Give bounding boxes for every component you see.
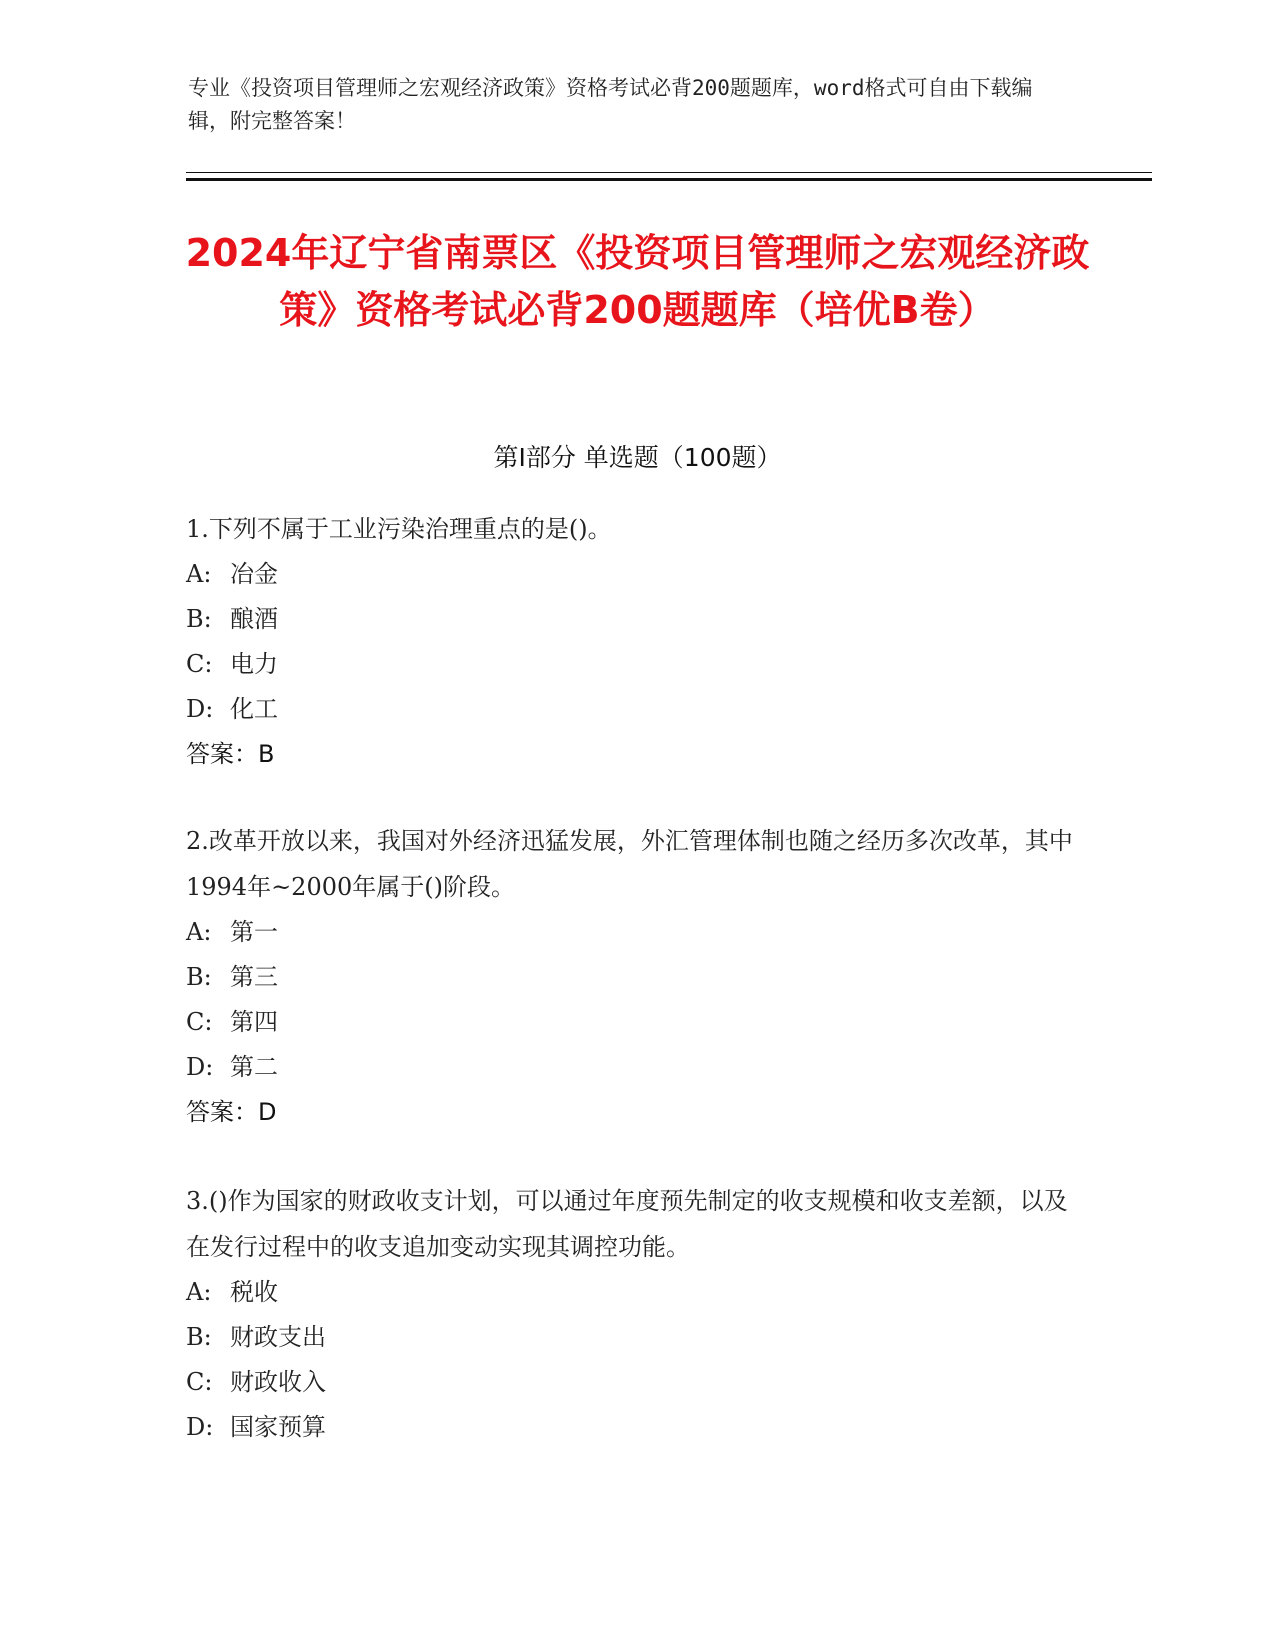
header-rule-thin	[186, 172, 1152, 173]
option-d	[186, 1045, 1076, 1090]
option-a	[186, 552, 1076, 597]
option-key: B:	[186, 1323, 212, 1351]
option-b	[186, 1315, 1076, 1360]
option-text: 化工	[230, 695, 278, 723]
section-title: 第Ⅰ部分 单选题（100题）	[493, 443, 782, 472]
question-stem: 1.下列不属于工业污染治理重点的是()。	[186, 515, 612, 543]
option-key: B:	[186, 963, 212, 991]
question-1	[186, 506, 1076, 777]
question-2	[186, 818, 1076, 1135]
option-d	[186, 1405, 1076, 1450]
option-key: C:	[186, 1368, 213, 1396]
option-c	[186, 1000, 1076, 1045]
option-text: 第三	[230, 963, 278, 991]
option-key: C:	[186, 650, 213, 678]
option-text: 电力	[230, 650, 278, 678]
answer: 答案：D	[186, 1098, 277, 1126]
option-text: 税收	[230, 1278, 278, 1306]
option-text: 财政支出	[230, 1323, 326, 1351]
option-key: C:	[186, 1008, 213, 1036]
option-text: 酿酒	[230, 605, 278, 633]
option-b	[186, 955, 1076, 1000]
option-text: 国家预算	[230, 1413, 326, 1441]
option-key: A:	[186, 560, 212, 588]
option-key: D:	[186, 695, 214, 723]
question-stem: 2.改革开放以来，我国对外经济迅猛发展，外汇管理体制也随之经历多次改革，其中1994年~2000年属于()阶段。	[186, 827, 1073, 901]
option-key: A:	[186, 918, 212, 946]
header-rule-thick	[186, 178, 1152, 181]
option-text: 冶金	[230, 560, 278, 588]
document-title: 2024年辽宁省南票区《投资项目管理师之宏观经济政策》资格考试必背200题题库（培优B卷）	[185, 231, 1090, 332]
header-note: 专业《投资项目管理师之宏观经济政策》资格考试必背200题题库，word格式可自由下载编辑，附完整答案！	[188, 76, 1033, 133]
option-key: D:	[186, 1413, 214, 1441]
option-c	[186, 642, 1076, 687]
option-text: 第二	[230, 1053, 278, 1081]
option-c	[186, 1360, 1076, 1405]
option-key: D:	[186, 1053, 214, 1081]
option-text: 第四	[230, 1008, 278, 1036]
option-b	[186, 597, 1076, 642]
option-key: B:	[186, 605, 212, 633]
question-stem: 3.()作为国家的财政收支计划，可以通过年度预先制定的收支规模和收支差额，以及在发行过程中的收支追加变动实现其调控功能。	[186, 1187, 1068, 1261]
option-text: 第一	[230, 918, 278, 946]
option-a	[186, 1270, 1076, 1315]
question-3	[186, 1178, 1076, 1450]
option-d	[186, 687, 1076, 732]
option-a	[186, 910, 1076, 955]
option-text: 财政收入	[230, 1368, 326, 1396]
answer: 答案：B	[186, 740, 275, 768]
option-key: A:	[186, 1278, 212, 1306]
